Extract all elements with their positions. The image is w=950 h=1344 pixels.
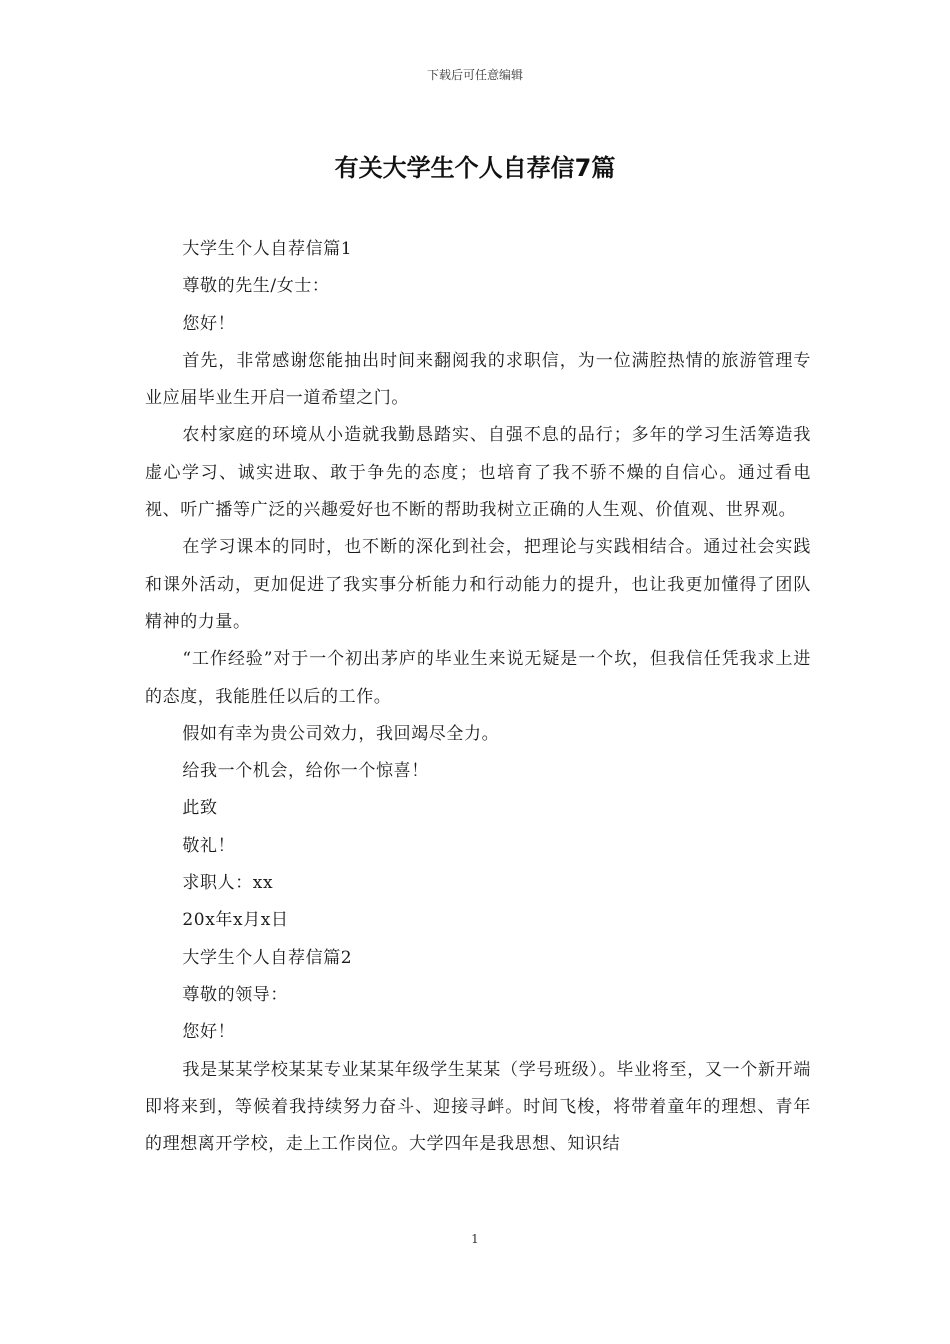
- salutation: 尊敬的领导：: [182, 984, 288, 1005]
- salutation: 尊敬的先生/女士：: [182, 276, 330, 297]
- section-heading: 大学生个人自荐信篇1: [182, 239, 353, 259]
- closing-line: 敬礼！: [182, 835, 236, 856]
- page-header: 下载后可任意编辑: [426, 68, 523, 82]
- signature-line: 求职人：xx: [182, 873, 274, 894]
- paragraph: “工作经验”对于一个初出茅庐的毕业生来说无疑是一个坎，但我信任凭我求上进的态度，我能胜任以后的工作。: [145, 649, 811, 707]
- section-heading: 大学生个人自荐信篇2: [182, 947, 353, 968]
- paragraph: 假如有幸为贵公司效力，我回竭尽全力。: [182, 723, 500, 744]
- paragraph: 我是某某学校某某专业某某年级学生某某（学号班级）。毕业将至，又一个新开端即将来到，等候着我持续努力奋斗、迎接寻衅。时间飞梭，将带着童年的理想、青年的理想离开学校，走上工作岗位。大学四年是我思想、知识结: [145, 1059, 811, 1155]
- paragraph: 在学习课本的同时，也不断的深化到社会，把理论与实践相结合。通过社会实践和课外活动，更加促进了我实事分析能力和行动能力的提升，也让我更加懂得了团队精神的力量。: [145, 537, 811, 632]
- date-line: 20x年x月x日: [182, 910, 289, 931]
- document-body: [145, 231, 811, 1163]
- page-number: 1: [471, 1232, 479, 1246]
- closing-line: 此致: [182, 798, 218, 819]
- paragraph: 给我一个机会，给你一个惊喜！: [182, 761, 429, 782]
- document-title: 有关大学生个人自荐信7篇: [334, 154, 616, 182]
- paragraph: 农村家庭的环境从小造就我勤恳踏实、自强不息的品行；多年的学习生活筹造我虚心学习、诚实进取、敢于争先的态度；也培育了我不骄不燥的自信心。通过看电视、听广播等广泛的兴趣爱好也不断的帮助我树立正确的人生观、价值观、世界观。: [145, 425, 811, 521]
- greeting: 您好！: [182, 1022, 236, 1043]
- greeting: 您好！: [182, 313, 236, 334]
- paragraph: 首先，非常感谢您能抽出时间来翻阅我的求职信，为一位满腔热情的旅游管理专业应届毕业生开启一道希望之门。: [145, 350, 811, 409]
